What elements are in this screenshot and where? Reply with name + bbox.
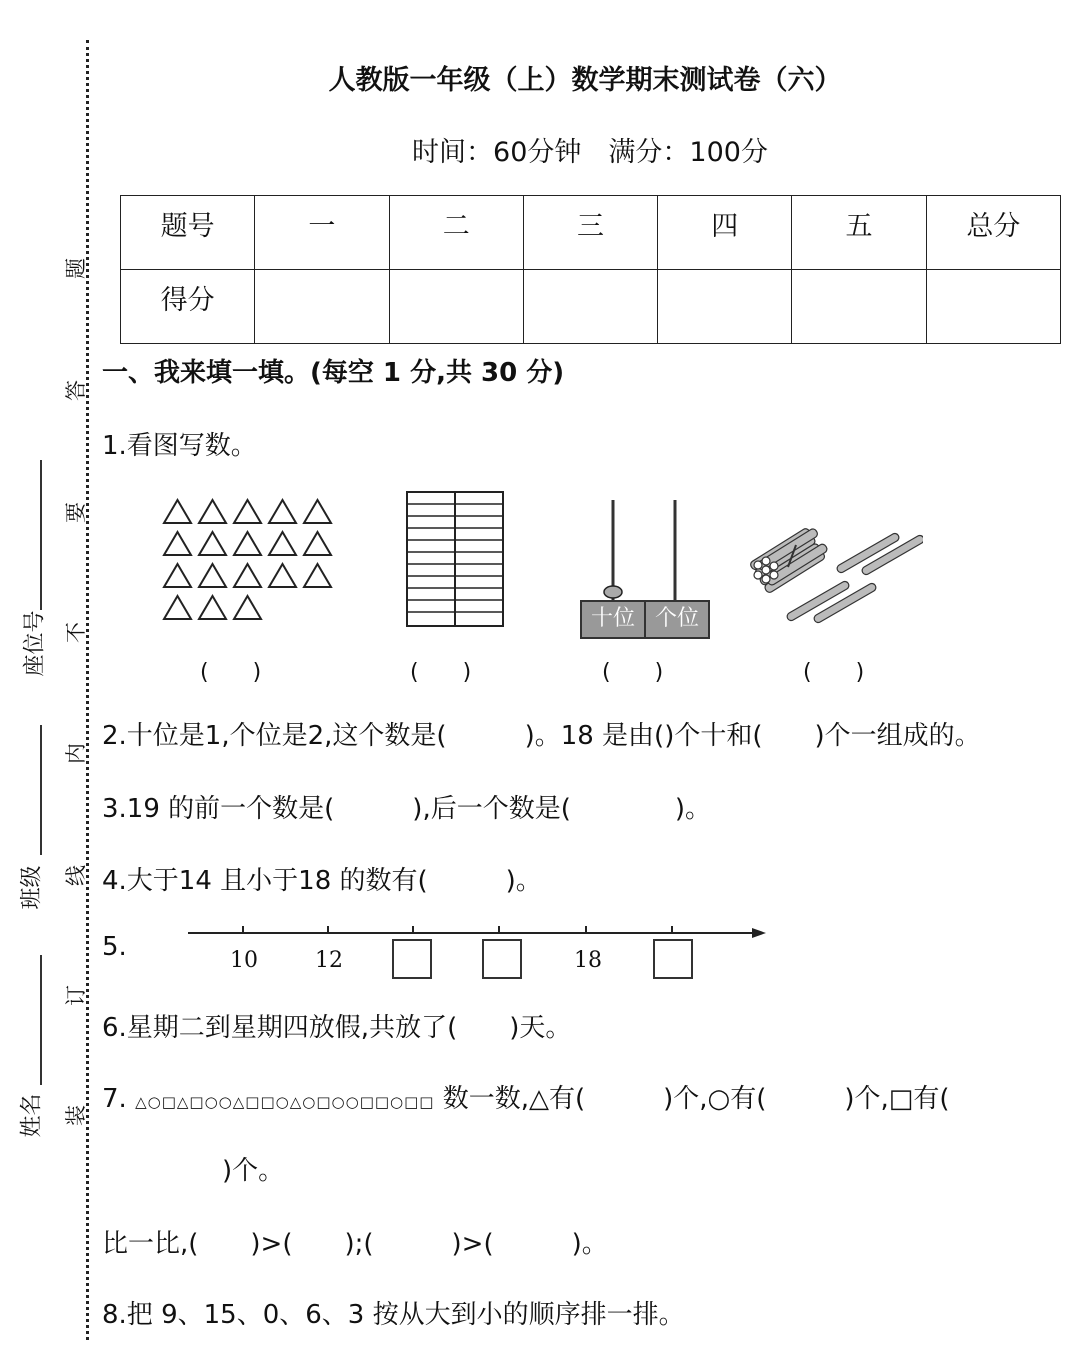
- number-line-blank-box[interactable]: [392, 939, 432, 979]
- number-line-label: 12: [315, 948, 343, 973]
- score-cell[interactable]: [658, 270, 792, 344]
- question-7: [102, 1078, 950, 1115]
- score-header-cell: 四: [658, 196, 792, 270]
- score-table: [120, 195, 1061, 344]
- score-cell[interactable]: [926, 270, 1060, 344]
- number-line-label: 18: [574, 948, 602, 973]
- stick-bundle: [749, 527, 828, 594]
- number-line-blank-box[interactable]: [653, 939, 693, 979]
- question-6: 6.星期二到星期四放假,共放了( )天。: [102, 1013, 572, 1043]
- question-7-compare: 比一比,( )>( );( )>( )。: [102, 1229, 608, 1259]
- score-row-label: 得分: [121, 270, 255, 344]
- abacus-figure: [580, 496, 710, 606]
- question-2: 2.十位是1,个位是2,这个数是( )。18 是由()个十和( )个一组成的。: [102, 721, 981, 751]
- score-header-cell: 五: [792, 196, 926, 270]
- score-cell[interactable]: [792, 270, 926, 344]
- shape-sequence: △○□△□○○△□□○△○□○○□□○□□: [135, 1093, 435, 1111]
- answer-paren[interactable]: ( ): [410, 660, 472, 685]
- score-header-cell: 总分: [926, 196, 1060, 270]
- sticks-bundle-figure: [748, 525, 923, 625]
- ones-place-label: 个位: [654, 606, 699, 631]
- class-underline: [40, 725, 42, 855]
- question-1: 1.看图写数。: [102, 431, 257, 461]
- score-header-cell: 二: [389, 196, 523, 270]
- margin-word-nei: 内: [64, 743, 88, 764]
- question-7-text: 数一数,△有( )个,○有( )个,□有(: [442, 1084, 950, 1114]
- score-header-cell: 一: [255, 196, 389, 270]
- margin-word-zhuang: 装: [64, 1105, 88, 1126]
- margin-word-da: 答: [64, 380, 88, 401]
- score-cell[interactable]: [255, 270, 389, 344]
- margin-word-xian: 线: [64, 865, 88, 886]
- tens-place-label: 十位: [582, 602, 646, 637]
- answer-paren[interactable]: ( ): [200, 660, 262, 685]
- strips-grid-figure: [405, 490, 505, 628]
- margin-word-ti: 题: [64, 258, 88, 279]
- triangle-row: [162, 594, 263, 621]
- class-label: 班级: [19, 865, 45, 910]
- question-7-number: 7.: [102, 1084, 127, 1114]
- score-cell[interactable]: [523, 270, 657, 344]
- score-header-cell: 题号: [121, 196, 255, 270]
- number-line-blank-box[interactable]: [482, 939, 522, 979]
- question-5-number: 5.: [102, 932, 127, 962]
- seat-underline: [40, 460, 42, 610]
- score-header-cell: 三: [523, 196, 657, 270]
- question-3: 3.19 的前一个数是( ),后一个数是( )。: [102, 794, 711, 824]
- triangle-row: [162, 562, 333, 589]
- answer-paren[interactable]: ( ): [803, 660, 865, 685]
- triangle-row: [162, 498, 333, 525]
- margin-word-ding: 订: [64, 985, 88, 1006]
- score-table-header-row: [121, 196, 1061, 270]
- triangle-row: [162, 530, 333, 557]
- question-7-continuation: )个。: [222, 1156, 285, 1186]
- margin-word-yao: 要: [64, 502, 88, 523]
- exam-title: 人教版一年级（上）数学期末测试卷（六）: [328, 65, 842, 96]
- seat-number-label: 座位号: [22, 610, 48, 677]
- score-cell[interactable]: [389, 270, 523, 344]
- number-line-label: 10: [230, 948, 258, 973]
- binding-dotted-line: [86, 40, 89, 1340]
- exam-subtitle: 时间：60分钟 满分：100分: [412, 137, 768, 168]
- name-underline: [40, 955, 42, 1085]
- question-8: 8.把 9、15、0、6、3 按从大到小的顺序排一排。: [102, 1300, 685, 1330]
- answer-paren[interactable]: ( ): [602, 660, 664, 685]
- name-label: 姓名: [19, 1093, 45, 1138]
- margin-word-bu: 不: [64, 622, 88, 643]
- question-4: 4.大于14 且小于18 的数有( )。: [102, 866, 542, 896]
- score-table-score-row: [121, 270, 1061, 344]
- section-1-title: 一、我来填一填。(每空 1 分,共 30 分): [102, 358, 565, 388]
- abacus-base: [580, 600, 710, 639]
